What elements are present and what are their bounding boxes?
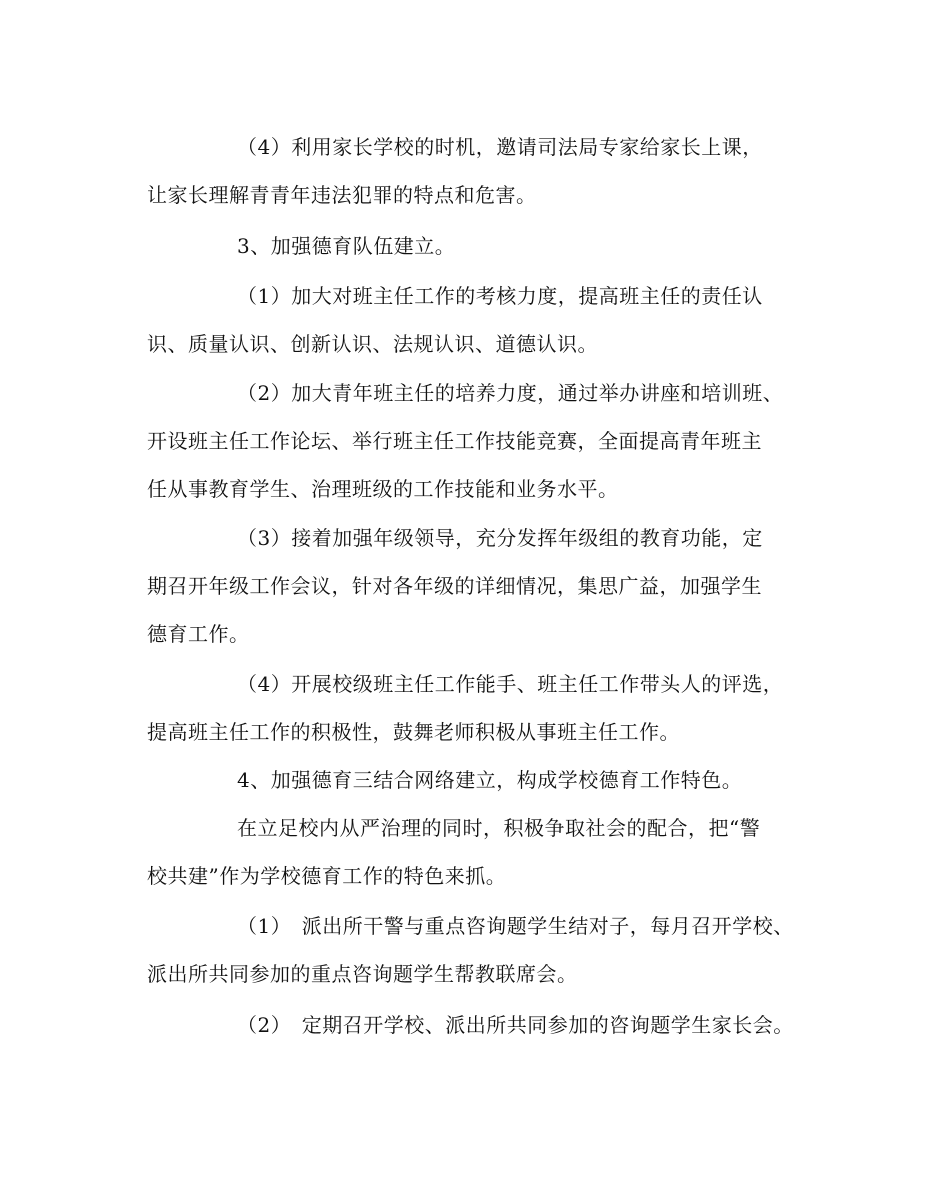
- text-line: 识、质量认识、创新认识、法规认识、道德认识。: [147, 332, 598, 356]
- text-line: 德育工作。: [147, 622, 250, 646]
- text-line: 让家长理解青青年违法犯罪的特点和危害。: [147, 183, 537, 207]
- text-line: （1） 派出所干警与重点咨询题学生结对子，每月召开学校、: [237, 914, 794, 938]
- text-line: （2）加大青年班主任的培养力度，通过举办讲座和培训班、: [237, 381, 784, 405]
- text-line: 3、加强德育队伍建立。: [237, 234, 456, 258]
- text-line: （2） 定期召开学校、派出所共同参加的咨询题学生家长会。: [237, 1013, 794, 1037]
- text-line: 提高班主任工作的积极性，鼓舞老师积极从事班主任工作。: [147, 720, 680, 744]
- text-line: 派出所共同参加的重点咨询题学生帮教联席会。: [147, 962, 578, 986]
- text-line: （4）利用家长学校的时机，邀请司法局专家给家长上课，: [237, 135, 763, 159]
- text-line: （4）开展校级班主任工作能手、班主任工作带头人的评选，: [237, 672, 784, 696]
- text-line: 校共建”作为学校德育工作的特色来抓。: [147, 864, 507, 888]
- text-line: 在立足校内从严治理的同时，积极争取社会的配合，把“警: [237, 816, 761, 840]
- text-line: （1）加大对班主任工作的考核力度，提高班主任的责任认: [237, 284, 763, 308]
- text-line: 开设班主任工作论坛、举行班主任工作技能竞赛，全面提高青年班主: [147, 429, 762, 453]
- text-line: 期召开年级工作会议，针对各年级的详细情况，集思广益，加强学生: [147, 574, 762, 598]
- text-line: （3）接着加强年级领导，充分发挥年级组的教育功能，定: [237, 526, 763, 550]
- text-line: 4、加强德育三结合网络建立，构成学校德育工作特色。: [237, 768, 743, 792]
- text-line: 任从事教育学生、治理班级的工作技能和业务水平。: [147, 477, 619, 501]
